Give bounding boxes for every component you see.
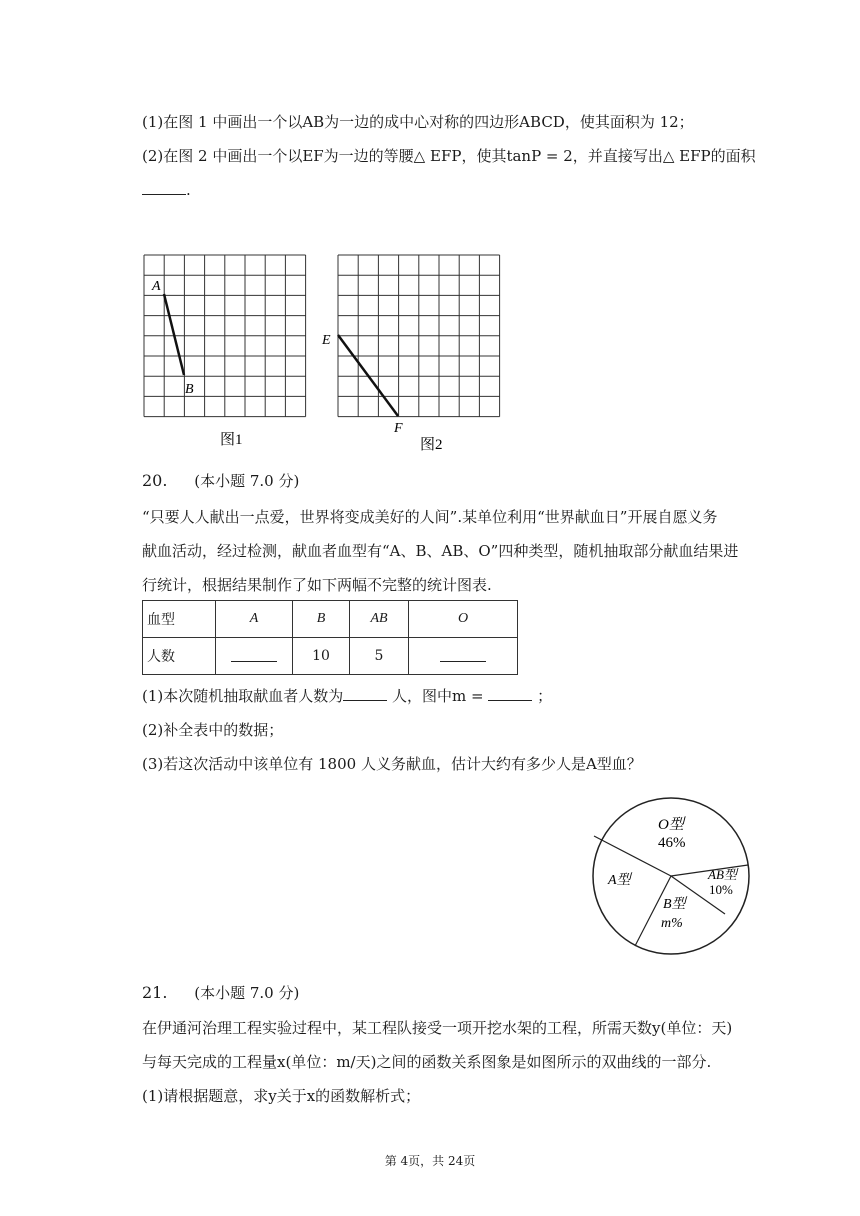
pie-label-o: O型	[658, 817, 684, 833]
q20-part2: (2)补全表中的数据；	[142, 721, 284, 739]
pie-value-o: 46%	[658, 835, 686, 851]
q21-number: 21.	[142, 983, 168, 1002]
q19-part2-answer-line	[142, 180, 191, 200]
q21-part1: (1)请根据题意，求y关于x的函数解析式；	[142, 1087, 421, 1105]
q20-text-line-3: 行统计，根据结果制作了如下两幅不完整的统计图表.	[142, 576, 492, 594]
pie-label-a: A型	[608, 873, 631, 888]
q20-part1-text-c: ；	[532, 687, 553, 705]
blood-type-pie-chart	[590, 796, 755, 961]
pie-label-b: B型	[663, 897, 686, 912]
table-cell: 10	[293, 638, 350, 675]
segment-ef	[338, 335, 398, 416]
point-e-label: E	[322, 333, 331, 348]
q21-score: (本小题 7.0 分)	[194, 984, 300, 1002]
table-row	[143, 638, 518, 675]
q20-part3: (3)若这次活动中该单位有 1800 人义务献血，估计大约有多少人是A型血？	[142, 755, 642, 773]
pie-label-ab: AB型	[708, 867, 737, 882]
table-header-cell: B	[293, 601, 350, 638]
table-cell-blank	[216, 638, 293, 675]
q21-text-line-1: 在伊通河治理工程实验过程中，某工程队接受一项开挖水架的工程，所需天数y(单位：天)	[142, 1019, 733, 1037]
segment-ab	[164, 294, 184, 375]
q20-part1	[142, 686, 552, 706]
table-row-label: 人数	[143, 638, 216, 675]
figure-1-caption: 图1	[220, 432, 243, 448]
q20-score: (本小题 7.0 分)	[194, 472, 300, 490]
pie-value-ab: 10%	[709, 882, 733, 897]
grid-figures	[140, 250, 510, 455]
answer-blank	[142, 180, 186, 195]
pie-value-b: m%	[661, 916, 683, 931]
grid-figure-1	[144, 255, 306, 417]
table-cell: 5	[350, 638, 409, 675]
q21-text-line-2: 与每天完成的工程量x(单位：m/天)之间的函数关系图象是如图所示的双曲线的一部分.	[142, 1053, 712, 1071]
q21-header	[142, 982, 299, 1003]
q19-part2-end: .	[186, 181, 191, 199]
figure-2-caption: 图2	[420, 437, 443, 453]
page-footer: 第 4页，共 24页	[384, 1154, 476, 1168]
point-a-label: A	[152, 279, 161, 294]
grid-figure-2	[338, 255, 500, 417]
table-header-cell: O	[409, 601, 518, 638]
q19-part1: (1)在图 1 中画出一个以AB为一边的成中心对称的四边形ABCD，使其面积为 12；	[142, 113, 694, 131]
table-cell-blank	[409, 638, 518, 675]
table-row-label: 血型	[143, 601, 216, 638]
q19-part2: (2)在图 2 中画出一个以EF为一边的等腰△ EFP，使其tanP = 2，并直接写出△ EFP的面积	[142, 147, 756, 165]
table-row	[143, 601, 518, 638]
table-header-cell: AB	[350, 601, 409, 638]
blood-type-table	[142, 600, 518, 675]
q20-text-line-2: 献血活动，经过检测，献血者血型有“A、B、AB、O”四种类型，随机抽取部分献血结果进	[142, 542, 739, 560]
q20-text-line-1: “只要人人献出一点爱，世界将变成美好的人间”.某单位利用“世界献血日”开展自愿义务	[142, 508, 718, 526]
point-b-label: B	[185, 382, 194, 397]
answer-blank	[231, 647, 277, 662]
point-f-label: F	[394, 421, 403, 436]
q20-number: 20.	[142, 471, 168, 490]
answer-blank	[488, 686, 532, 701]
table-header-cell: A	[216, 601, 293, 638]
answer-blank	[440, 647, 486, 662]
q20-part1-text-b: 人，图中m =	[387, 687, 489, 705]
q20-header	[142, 470, 299, 491]
q20-part1-text-a: (1)本次随机抽取献血者人数为	[142, 687, 344, 705]
answer-blank	[343, 686, 387, 701]
